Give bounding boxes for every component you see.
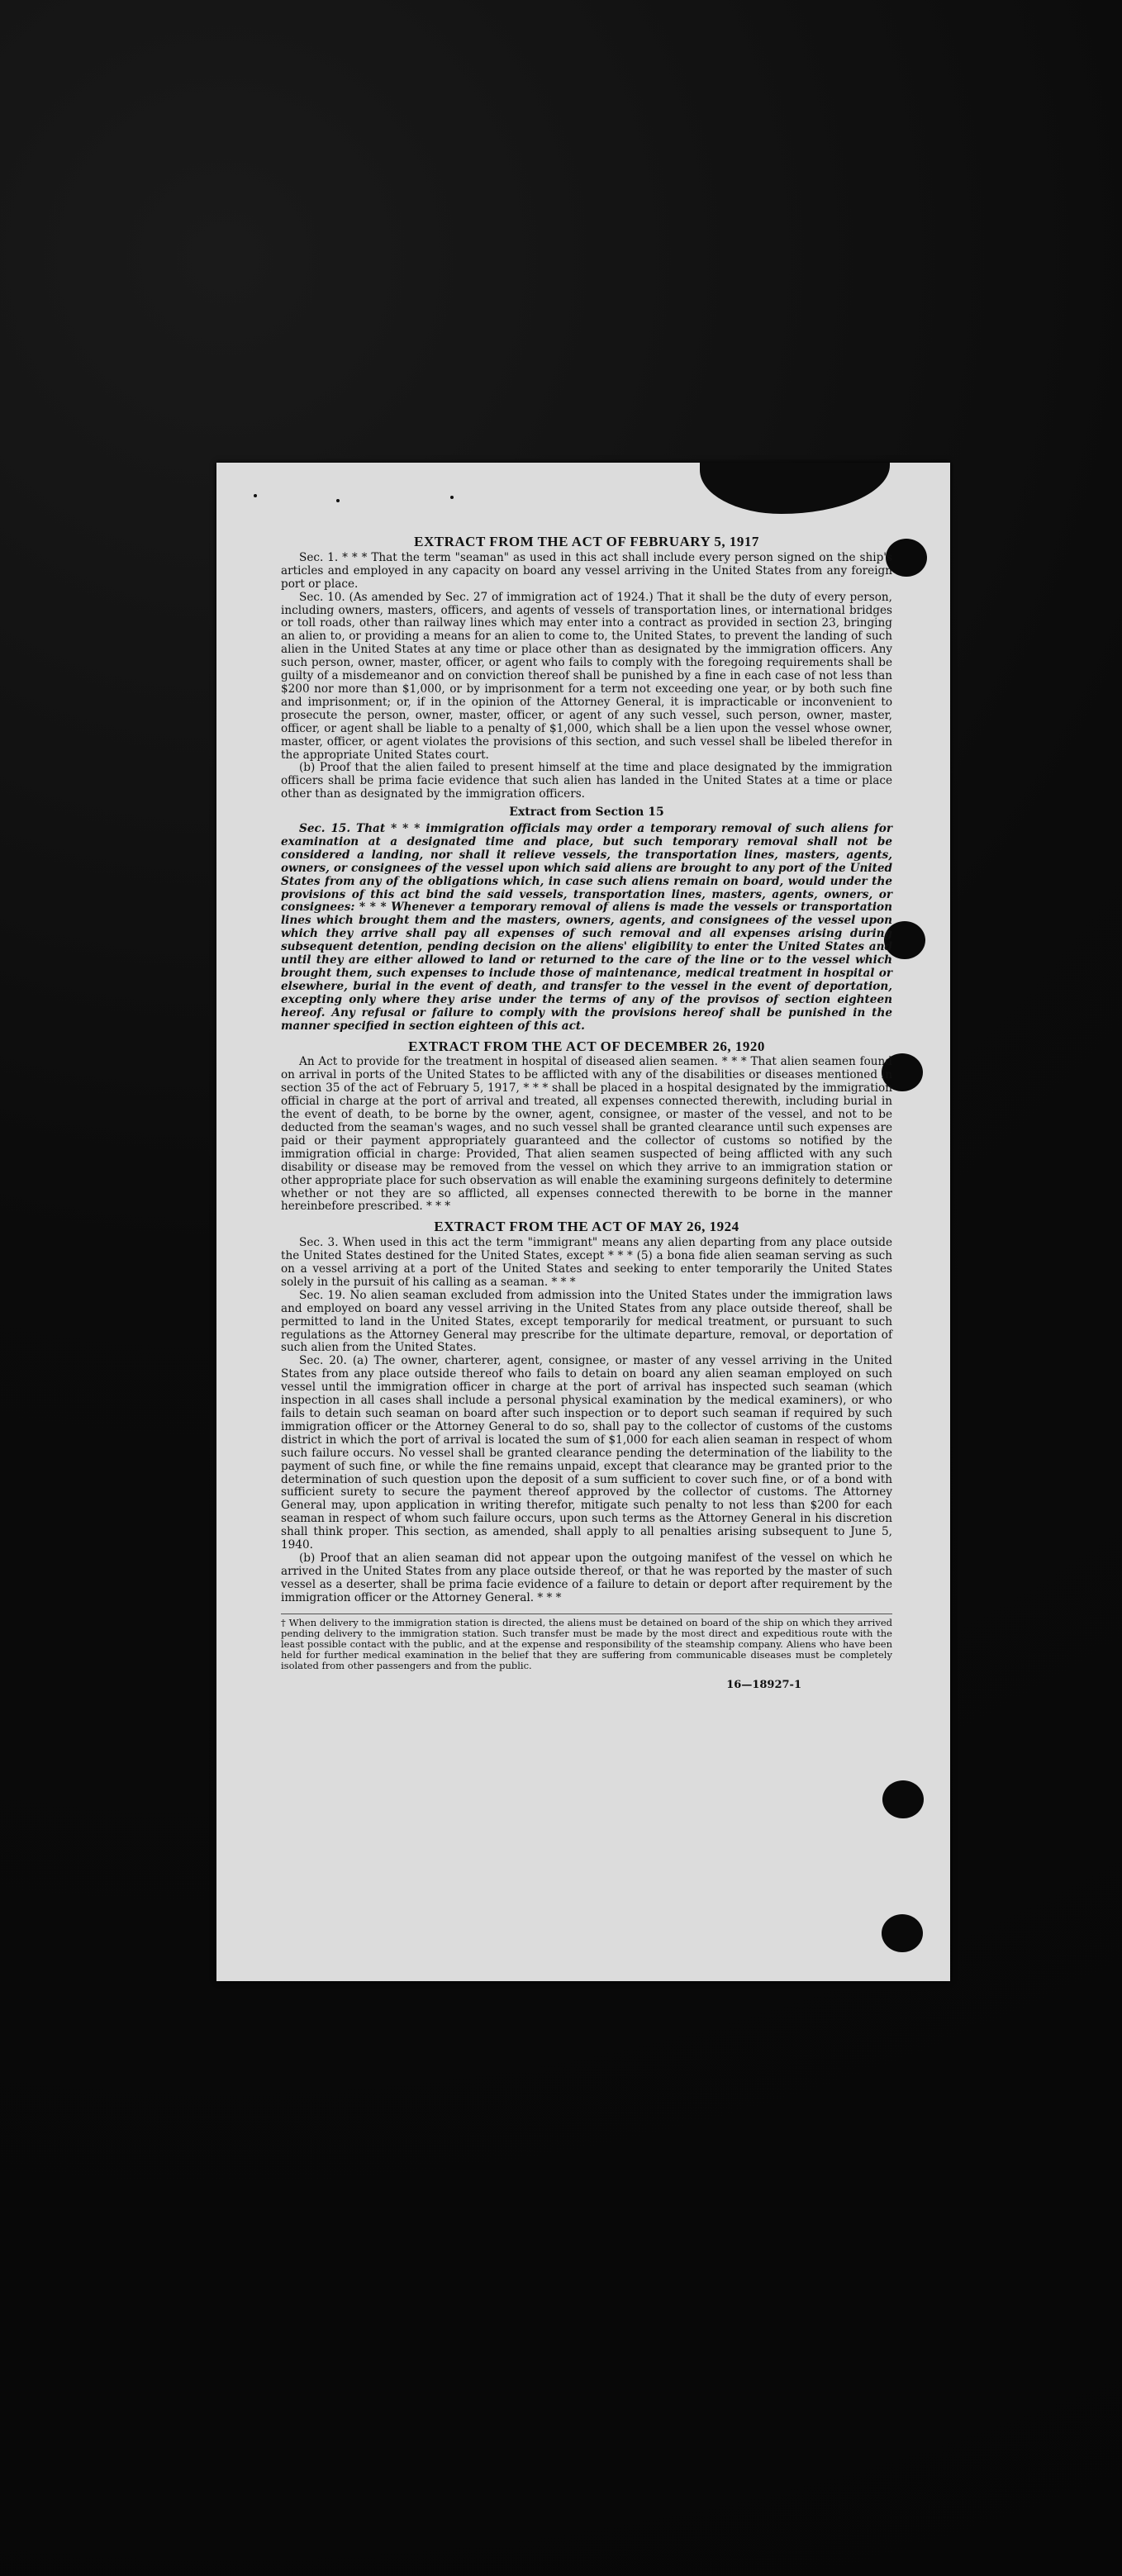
act-1920-text: An Act to provide for the treatment in hospital of diseased alien seamen. * * * That alien seamen found on arrival in ports of the United States to be afflicted with any of the disabilities or diseases mentioned in section 35 of the act of February 5, 1917, * * * shall be placed in a hospital designated by the immigration official in charge at the port of arrival and treated, all expenses connected therewith, including burial in the event of death, to be borne by the owner, agent, consignee, or master of the vessel, and not to be deducted from the seaman's wages, and no such vessel shall be granted clearance until such expenses are paid or their payment appropriately guaranteed and the collector of customs so notified by the immigration official in charge: Provided, That alien seamen suspected of being afflicted with any such disability or disease may be removed from the vessel on which they arrive to an immigration station or other appropriate place for such observation as will enable the examining surgeons definitely to determine whether or not they are so afflicted, all expenses connected therewith to be borne in the manner hereinbefore prescribed. * * * bbox=[281, 1055, 892, 1214]
section-1: Sec. 1. * * * That the term "seaman" as used in this act shall include every person signed on the ship's articles and employed in any capacity on board any vessel arriving in the United States from any foreign port or place. bbox=[281, 550, 892, 591]
section-19: Sec. 19. No alien seaman excluded from admission into the United States under the immigration laws and employed on board any vessel arriving in the United States from any place outside thereof, shall be permitted to land in the United States, except temporarily for medical treatment, or pursuant to such regulations as the Attorney General may prescribe for the ultimate departure, removal, or deportation of such alien from the United States. bbox=[281, 1288, 892, 1355]
speck bbox=[254, 494, 257, 497]
heading-section-15: Extract from Section 15 bbox=[509, 806, 664, 820]
document-text bbox=[281, 529, 892, 1692]
section-20: Sec. 20. (a) The owner, charterer, agent, consignee, or master of any vessel arriving in the United States from any place outside thereof who fails to detain on board any alien seaman employed on such vessel until the immigration officer in charge at the port of arrival has inspected such seaman (which inspection in all cases shall include a personal physical examination by the medical examiners), or who fails to detain such seaman on board after such inspection or to deport such seaman if required by such immigration officer or the Attorney General to do so, shall pay to the collector of customs of the customs district in which the port of arrival is located the sum of $1,000 for each alien seaman in respect of whom such failure occurs. No vessel shall be granted clearance pending the determination of the liability to the payment of such fine, or while the fine remains unpaid, except that clearance may be granted prior to the determination of such question upon the deposit of a sum sufficient to cover such fine, or of a bond with sufficient surety to secure the payment thereof approved by the collector of customs. The Attorney General may, upon application in writing therefor, mitigate such penalty to not less than $200 for each seaman in respect of whom such failure occurs, upon such terms as the Attorney General in his discretion shall think proper. This section, as amended, shall apply to all penalties arising subsequent to June 5, 1940. bbox=[281, 1354, 892, 1552]
section-10-b: (b) Proof that the alien failed to present himself at the time and place designated by the immigration officers shall be prima facie evidence that such alien has landed in the United States at a time or place other than as designated by the immigration officers. bbox=[281, 761, 892, 801]
heading-act-1924: EXTRACT FROM THE ACT OF MAY 26, 1924 bbox=[434, 1219, 739, 1235]
section-10: Sec. 10. (As amended by Sec. 27 of immigration act of 1924.) That it shall be the duty of every person, including owners, masters, officers, and agents of vessels of transportation lines, or international bridges or toll roads, other than railway lines which may enter into a contract as provided in section 23, bringing an alien to, or providing a means for an alien to come to, the United States, to prevent the landing of such alien in the United States at any time or place other than as designated by the immigration officers. Any such person, owner, master, officer, or agent who fails to comply with the foregoing requirements shall be guilty of a misdemeanor and on conviction thereof shall be punished by a fine in each case of not less than $200 nor more than $1,000, or by imprisonment for a term not exceeding one year, or by both such fine and imprisonment; or, if in the opinion of the Attorney General, it is impracticable or inconvenient to prosecute the person, owner, master, officer, or agent of any such vessel, such person, owner, master, officer, or agent shall be liable to a penalty of $1,000, which shall be a lien upon the vessel whose owner, master, officer, or agent violates the provisions of this section, and such vessel shall be libeled therefor in the appropriate United States court. bbox=[281, 590, 892, 762]
heading-act-1920: EXTRACT FROM THE ACT OF DECEMBER 26, 1920 bbox=[408, 1038, 765, 1054]
form-code: 16—18927-1 bbox=[726, 1678, 801, 1691]
footnote: † When delivery to the immigration station is directed, the aliens must be detained on board of the ship on which they arrived pending delivery to the immigration station. Such transfer must be made by the most direct and expeditious route with the least possible contact with the public, and at the expense and responsibility of the steamship company. Aliens who have been held for further medical examination in the belief that they are suffering from communicable diseases must be completely isolated from other passengers and from the public. bbox=[281, 1614, 892, 1672]
torn-corner bbox=[700, 463, 890, 514]
section-15: Sec. 15. That * * * immigration officials may order a temporary removal of such aliens for examination at a designated time and place, but such temporary removal shall not be considered a landing, nor shall it relieve vessels, the transportation lines, masters, agents, owners, or consignees of the vessel upon which said aliens are brought to any port of the United States from any of the obligations which, in case such aliens remain on board, would under the provisions of this act bind the said vessels, transportation lines, masters, agents, owners, or consignees: * * * Whenever a temporary removal of aliens is made the vessels or transportation lines which brought them and the masters, owners, agents, and consignees of the vessel upon which they arrive shall pay all expenses of such removal and all expenses arising during subsequent detention, pending decision on the aliens' eligibility to enter the United States and until they are either allowed to land or returned to the care of the line or to the vessel which brought them, such expenses to include those of maintenance, medical treatment in hospital or elsewhere, burial in the event of death, and transfer to the vessel in the event of deportation, excepting only where they arise under the terms of any of the provisos of section eighteen hereof. Any refusal or failure to comply with the provisions hereof shall be punished in the manner specified in section eighteen of this act. bbox=[281, 822, 892, 1033]
section-3: Sec. 3. When used in this act the term "immigrant" means any alien departing from any place outside the United States destined for the United States, except * * * (5) a bona fide alien seaman serving as such on a vessel arriving at a port of the United States and seeking to enter temporarily the United States solely in the pursuit of his calling as a seaman. * * * bbox=[281, 1236, 892, 1289]
speck bbox=[450, 496, 454, 499]
section-20-b: (b) Proof that an alien seaman did not appear upon the outgoing manifest of the vessel on which he arrived in the United States from any place outside thereof, or that he was reported by the master of such vessel as a deserter, shall be prima facie evidence of a failure to detain or deport after requirement by the immigration officer or the Attorney General. * * * bbox=[281, 1551, 892, 1604]
document-page bbox=[216, 463, 950, 1981]
heading-act-1917: EXTRACT FROM THE ACT OF FEBRUARY 5, 1917 bbox=[414, 534, 759, 549]
punch-hole bbox=[882, 1780, 924, 1818]
punch-hole bbox=[882, 1914, 923, 1952]
speck bbox=[336, 499, 340, 502]
